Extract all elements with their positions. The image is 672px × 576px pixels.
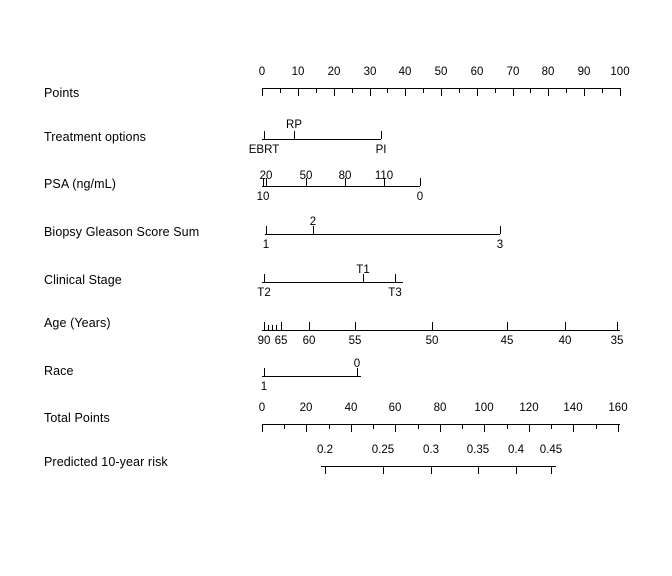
axis-tick-major [478,466,479,474]
axis-tick-major [500,226,501,234]
axis-row-label: Treatment options [44,130,146,144]
axis-tick-major [516,466,517,474]
axis-tick-major [266,226,267,234]
axis-tick-major [395,274,396,282]
axis-tick-major [309,322,310,330]
axis-tick-label: 0 [416,191,424,203]
axis-tick-minor [329,424,330,429]
axis-tick-minor [268,325,269,330]
axis-line [262,282,403,283]
axis-row-label: Age (Years) [44,316,111,330]
axis-tick-label: 0.2 [317,444,333,456]
axis-tick-label: 30 [363,66,377,78]
axis-tick-minor [352,88,353,93]
axis-tick-label: 120 [519,402,539,414]
axis-tick-major [431,466,432,474]
axis-tick-major [617,322,618,330]
axis-tick-label-above: 50 [299,170,313,182]
axis-tick-label: 100 [610,66,630,78]
axis-tick-minor [373,424,374,429]
axis-tick-major [529,424,530,432]
axis-tick-above [294,131,295,139]
axis-row-label: Clinical Stage [44,273,122,287]
axis-tick-minor [462,424,463,429]
axis-tick-minor [276,325,277,330]
axis-tick-label: 70 [506,66,520,78]
axis-tick-label: 3 [496,239,504,251]
axis-tick-label: 40 [558,335,572,347]
axis-tick-label-above: 2 [309,216,317,228]
axis-tick-label: 10 [291,66,305,78]
axis-line [262,424,620,425]
axis-tick-major [264,368,265,376]
axis-tick-major [507,322,508,330]
axis-tick-major [441,88,442,96]
axis-row-label: PSA (ng/mL) [44,177,116,191]
axis-tick-major [306,424,307,432]
axis-tick-major [264,131,265,139]
axis-tick-minor [602,88,603,93]
axis-tick-major [298,88,299,96]
axis-tick-label: 0 [258,402,266,414]
axis-tick-major [264,322,265,330]
axis-tick-label: PI [375,144,387,156]
axis-tick-major [264,274,265,282]
axis-line [262,376,361,377]
axis-tick-minor [418,424,419,429]
axis-tick-label-above: 110 [374,170,394,182]
axis-tick-major [565,322,566,330]
axis-tick-label: 90 [257,335,271,347]
axis-tick-major [484,424,485,432]
axis-row-label: Total Points [44,411,110,425]
axis-tick-label: 160 [608,402,628,414]
axis-tick-minor [272,325,273,330]
axis-tick-major [325,466,326,474]
axis-row-label: Race [44,364,74,378]
axis-tick-major [551,466,552,474]
axis-tick-label: T2 [257,287,271,299]
axis-tick-label: 0.3 [423,444,439,456]
axis-tick-major [383,466,384,474]
axis-tick-major [432,322,433,330]
axis-tick-minor [495,88,496,93]
axis-tick-label: 45 [500,335,514,347]
axis-tick-label-above: T1 [356,264,370,276]
axis-tick-major [351,424,352,432]
axis-tick-major [262,88,263,96]
axis-tick-major [548,88,549,96]
axis-tick-label: T3 [388,287,402,299]
axis-tick-label: 90 [577,66,591,78]
axis-tick-label: 40 [344,402,358,414]
axis-tick-label: 50 [434,66,448,78]
axis-tick-major [355,322,356,330]
axis-tick-minor [423,88,424,93]
axis-tick-major [584,88,585,96]
axis-tick-major [620,88,621,96]
axis-tick-major [573,424,574,432]
axis-row-label: Predicted 10-year risk [44,455,168,469]
axis-tick-label: 10 [256,191,270,203]
axis-tick-major [420,178,421,186]
axis-tick-label: 1 [260,381,268,393]
axis-tick-major [618,424,619,432]
axis-line [265,234,500,235]
axis-tick-major [381,131,382,139]
axis-line [262,330,620,331]
axis-tick-major [405,88,406,96]
axis-line [262,186,420,187]
axis-tick-major [262,424,263,432]
axis-tick-label: 80 [541,66,555,78]
axis-tick-label: 60 [302,335,316,347]
axis-tick-minor [596,424,597,429]
axis-tick-label: 100 [474,402,494,414]
axis-tick-minor [507,424,508,429]
axis-tick-label: 140 [563,402,583,414]
axis-tick-major [440,424,441,432]
axis-tick-label: EBRT [248,144,280,156]
axis-tick-label-above: 0 [353,358,361,370]
axis-tick-label: 1 [262,239,270,251]
axis-tick-label: 60 [470,66,484,78]
axis-tick-major [395,424,396,432]
axis-tick-label-above: 80 [338,170,352,182]
axis-tick-major [281,322,282,330]
axis-tick-minor [316,88,317,93]
axis-tick-minor [566,88,567,93]
axis-row-label: Biopsy Gleason Score Sum [44,225,200,239]
axis-tick-major [477,88,478,96]
axis-tick-minor [284,424,285,429]
axis-tick-minor [459,88,460,93]
axis-tick-label: 20 [299,402,313,414]
axis-line [321,466,556,467]
axis-tick-major [513,88,514,96]
axis-tick-label: 35 [610,335,624,347]
axis-tick-label: 0 [258,66,266,78]
axis-tick-label: 0.35 [466,444,490,456]
axis-tick-major [334,88,335,96]
axis-row-label: Points [44,86,80,100]
axis-tick-label: 65 [274,335,288,347]
axis-tick-label: 40 [398,66,412,78]
axis-tick-minor [280,88,281,93]
axis-tick-minor [530,88,531,93]
axis-tick-label: 0.4 [508,444,524,456]
axis-tick-label: 80 [433,402,447,414]
axis-tick-label: 60 [388,402,402,414]
axis-tick-minor [387,88,388,93]
axis-tick-label: 55 [348,335,362,347]
axis-tick-label-above: 20 [259,170,273,182]
axis-tick-label: 0.45 [539,444,563,456]
axis-line [262,139,381,140]
axis-tick-label: 20 [327,66,341,78]
axis-tick-label: 0.25 [371,444,395,456]
axis-tick-label-above: RP [286,119,302,131]
axis-tick-minor [551,424,552,429]
axis-tick-major [370,88,371,96]
axis-tick-label: 50 [425,335,439,347]
